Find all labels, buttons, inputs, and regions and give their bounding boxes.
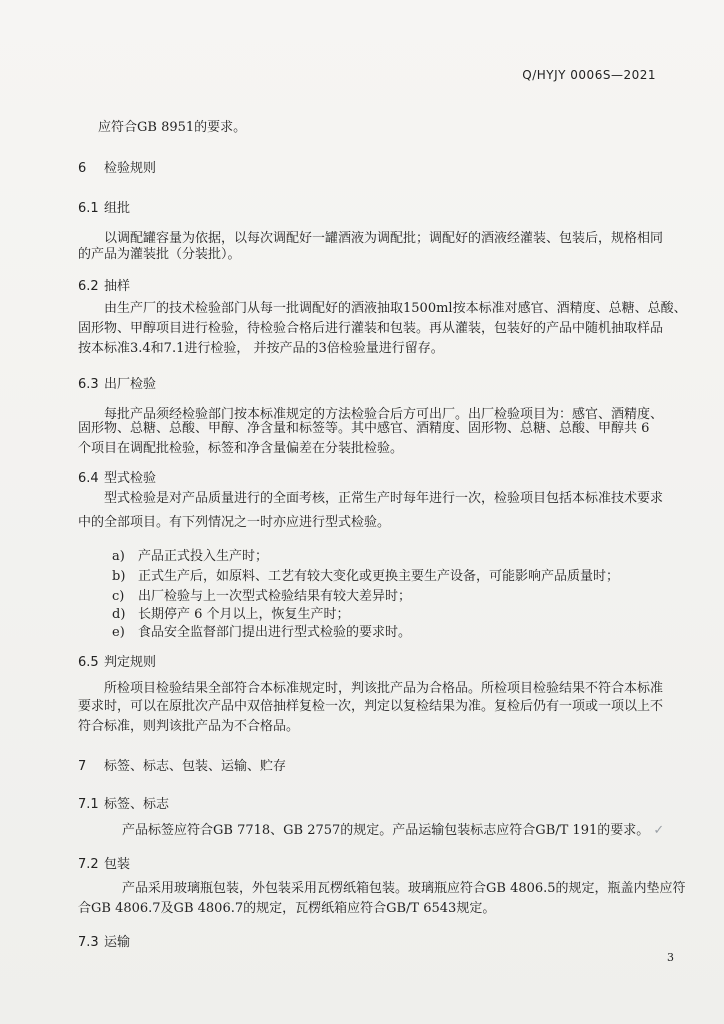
list-text: 食品安全监督部门提出进行型式检验的要求时。 xyxy=(138,625,412,640)
list-marker: b) xyxy=(112,569,126,584)
section-title: 判定规则 xyxy=(104,655,157,670)
paragraph-line: 固形物、总糖、总酸、甲醇、净含量和标签等。其中感官、酒精度、固形物、总糖、总酸、甲醇共 6 xyxy=(78,421,650,436)
section-7-heading xyxy=(78,758,684,776)
checkmark-icon: ✓ xyxy=(653,823,665,838)
section-number: 6 xyxy=(78,161,87,176)
section-6-heading xyxy=(78,160,684,178)
section-title: 运输 xyxy=(104,935,131,950)
section-title: 包装 xyxy=(104,857,131,872)
page-number: 3 xyxy=(667,951,674,964)
paragraph-line: 所检项目检验结果全部符合本标准规定时，判该批产品为合格品。所检项目检验结果不符合本标准 xyxy=(104,681,664,696)
paragraph-line: 中的全部项目。有下列情况之一时亦应进行型式检验。 xyxy=(78,515,391,530)
section-6-2-heading xyxy=(78,278,684,296)
list-item xyxy=(112,606,684,624)
section-number: 7 xyxy=(78,759,87,774)
section-title: 出厂检验 xyxy=(104,377,157,392)
section-number: 7.3 xyxy=(78,935,99,950)
paragraph-line: 固形物、甲醇项目进行检验，待检验合格后进行灌装和包装。再从灌装，包装好的产品中随机抽取样品 xyxy=(78,321,664,336)
paragraph-line: 由生产厂的技术检验部门从每一批调配好的酒液抽取1500ml按本标准对感官、酒精度、总糖、总酸、 xyxy=(104,301,687,316)
section-number: 6.5 xyxy=(78,655,99,670)
list-text: 正式生产后，如原料、工艺有较大变化或更换主要生产设备，可能影响产品质量时； xyxy=(138,569,620,584)
list-item xyxy=(112,588,684,606)
paragraph-text: 产品标签应符合GB 7718、GB 2757的规定。产品运输包装标志应符合GB/T 191的要求。 xyxy=(122,823,650,838)
section-7-2-heading xyxy=(78,856,684,874)
list-item xyxy=(112,624,684,642)
section-number: 6.3 xyxy=(78,377,99,392)
section-7-1-heading xyxy=(78,796,684,814)
list-text: 产品正式投入生产时； xyxy=(138,549,269,564)
paragraph-line: 型式检验是对产品质量进行的全面考核，正常生产时每年进行一次，检验项目包括本标准技术要求 xyxy=(104,491,664,506)
paragraph-line: 个项目在调配批检验，标签和净含量偏差在分装批检验。 xyxy=(78,441,404,456)
paragraph-line: 符合标准，则判该批产品为不合格品。 xyxy=(78,719,300,734)
list-text: 出厂检验与上一次型式检验结果有较大差异时； xyxy=(138,589,412,604)
list-text: 长期停产 6 个月以上，恢复生产时； xyxy=(138,607,350,622)
section-6-5-heading xyxy=(78,654,684,672)
section-number: 6.4 xyxy=(78,471,99,486)
section-number: 7.2 xyxy=(78,857,99,872)
paragraph-line: 以调配罐容量为依据，以每次调配好一罐酒液为调配批；调配好的酒液经灌装、包装后，规格相同 xyxy=(104,231,664,246)
section-7-3-heading xyxy=(78,934,684,952)
section-number: 6.1 xyxy=(78,201,99,216)
list-marker: c) xyxy=(112,589,125,604)
list-marker: d) xyxy=(112,607,126,622)
paragraph-line: 每批产品须经检验部门按本标准规定的方法检验合后方可出厂。出厂检验项目为：感官、酒精度、 xyxy=(104,407,664,422)
list-item xyxy=(112,568,684,586)
list-item xyxy=(112,548,684,566)
paragraph-line: 产品采用玻璃瓶包装，外包装采用瓦楞纸箱包装。玻璃瓶应符合GB 4806.5的规定，瓶盖内垫应符 xyxy=(122,881,686,896)
section-6-4-heading xyxy=(78,470,684,488)
list-marker: e) xyxy=(112,625,125,640)
section-number: 7.1 xyxy=(78,797,99,812)
section-title: 抽样 xyxy=(104,279,131,294)
paragraph-line: 合GB 4806.7及GB 4806.7的规定，瓦楞纸箱应符合GB/T 6543规定。 xyxy=(78,901,496,916)
paragraph-line: 的产品为灌装批（分装批）。 xyxy=(78,247,241,262)
section-title: 标签、标志 xyxy=(104,797,170,812)
section-title: 组批 xyxy=(104,201,131,216)
section-title: 检验规则 xyxy=(104,161,157,176)
paragraph-line xyxy=(122,822,684,840)
section-6-1-heading xyxy=(78,200,684,218)
list-marker: a) xyxy=(112,549,125,564)
standard-code: Q/HYJY 0006S—2021 xyxy=(522,68,656,82)
continuation-line: 应符合GB 8951的要求。 xyxy=(98,120,247,135)
section-6-3-heading xyxy=(78,376,684,394)
paragraph-line: 按本标准3.4和7.1进行检验， 并按产品的3倍检验量进行留存。 xyxy=(78,341,444,356)
section-title: 型式检验 xyxy=(104,471,157,486)
paragraph-line: 要求时，可以在原批次产品中双倍抽样复检一次，判定以复检结果为准。复检后仍有一项或一项以上不 xyxy=(78,699,664,714)
section-title: 标签、标志、包装、运输、贮存 xyxy=(104,759,287,774)
section-number: 6.2 xyxy=(78,279,99,294)
